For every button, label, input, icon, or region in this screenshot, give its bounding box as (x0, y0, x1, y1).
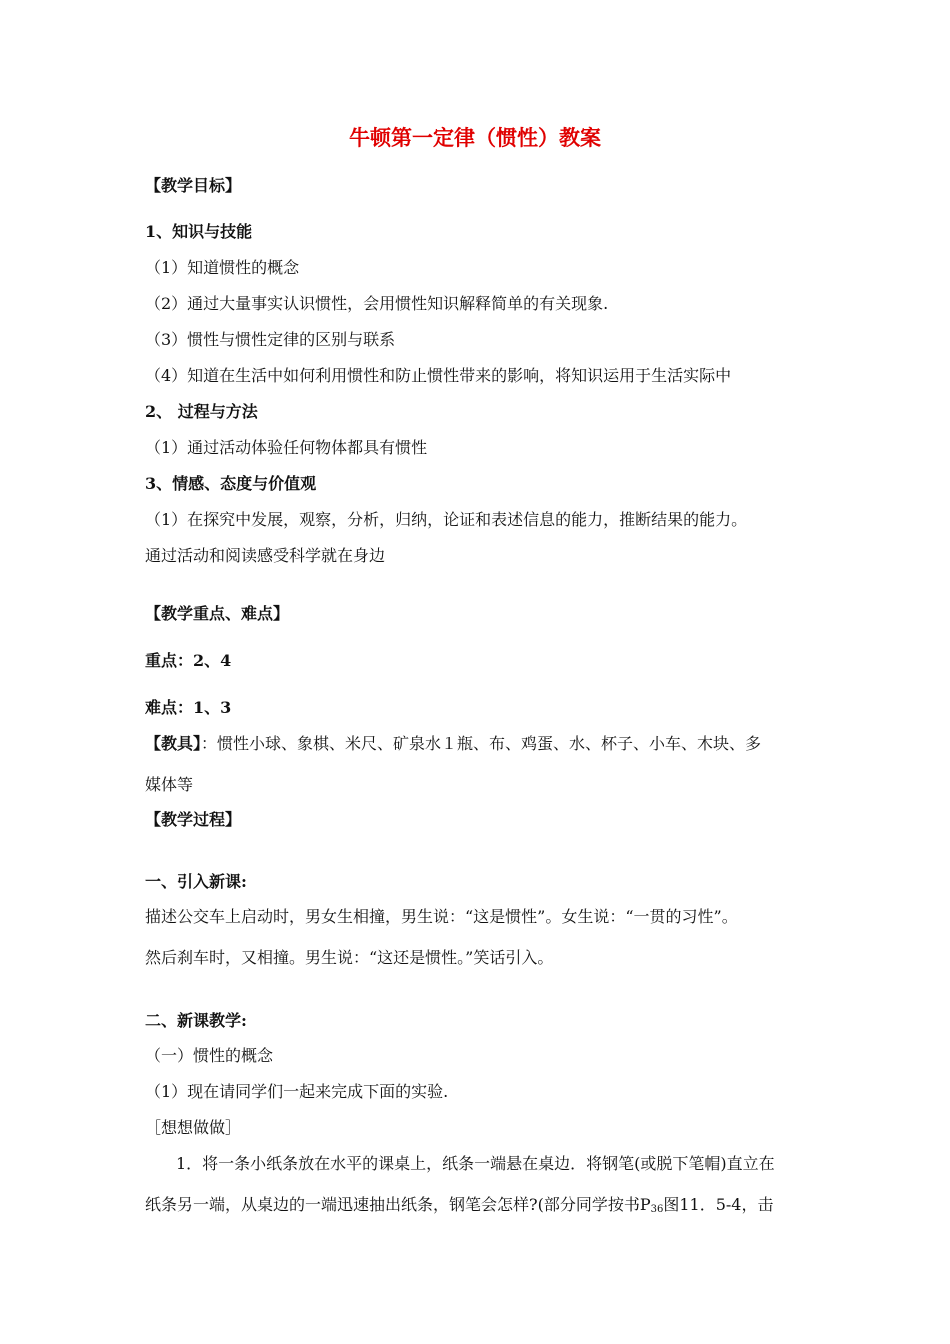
goal-item: （3）惯性与惯性定律的区别与联系 (145, 330, 396, 349)
goal-item: （1）通过活动体验任何物体都具有惯性 (145, 438, 428, 457)
activity-label: ［想想做做］ (145, 1118, 242, 1137)
key-point: 重点：2、4 (145, 651, 232, 670)
paragraph-line: 描述公交车上启动时，男女生相撞，男生说：“这是惯性”。女生说：“一贯的习性”。 (145, 907, 738, 926)
goal-item: 通过活动和阅读感受科学就在身边 (145, 546, 386, 565)
page-title: 牛顿第一定律（惯性）教案 (349, 125, 601, 150)
paragraph-line: （1）现在请同学们一起来完成下面的实验. (145, 1082, 449, 1101)
section-heading-goals: 【教学目标】 (145, 176, 242, 195)
goal-heading-process: 2、 过程与方法 (145, 402, 258, 421)
goal-heading-emotion: 3、情感、态度与价值观 (145, 474, 317, 493)
teaching-tools (145, 734, 761, 754)
paragraph-text: 图11．5-4，击 (663, 1195, 774, 1214)
goal-heading-knowledge: 1、知识与技能 (145, 222, 253, 241)
paragraph-line: 然后刹车时，又相撞。男生说：“这还是惯性。”笑话引入。 (145, 948, 554, 967)
paragraph-line: 1．将一条小纸条放在水平的课桌上，纸条一端悬在桌边．将钢笔(或脱下笔帽)直立在 (176, 1154, 775, 1173)
paragraph-line (145, 1195, 773, 1220)
section-heading-process: 【教学过程】 (145, 810, 242, 829)
goal-item: （2）通过大量事实认识惯性，会用惯性知识解释简单的有关现象. (145, 294, 609, 313)
teaching-tools-continued: 媒体等 (145, 775, 194, 794)
goal-item: （1）在探究中发展，观察，分析，归纳，论证和表述信息的能力，推断结果的能力。 (145, 510, 748, 529)
paragraph-text: 纸条另一端，从桌边的一端迅速抽出纸条，钢笔会怎样?(部分同学按书P (145, 1195, 651, 1214)
part-heading-intro: 一、引入新课: (145, 872, 247, 891)
part-heading-new-lesson: 二、新课教学: (145, 1011, 247, 1030)
section-heading-key-points: 【教学重点、难点】 (145, 604, 290, 623)
goal-item: （1）知道惯性的概念 (145, 258, 300, 277)
goal-item: （4）知道在生活中如何利用惯性和防止惯性带来的影响，将知识运用于生活实际中 (145, 366, 732, 385)
teaching-tools-label: 【教具】 (145, 734, 202, 753)
subsection-heading: （一）惯性的概念 (145, 1046, 274, 1065)
teaching-tools-list: ：惯性小球、象棋、米尺、矿泉水１瓶、布、鸡蛋、水、杯子、小车、木块、多 (201, 734, 762, 753)
page-ref-subscript: 36 (650, 1204, 664, 1215)
hard-point: 难点：1、3 (145, 698, 232, 717)
